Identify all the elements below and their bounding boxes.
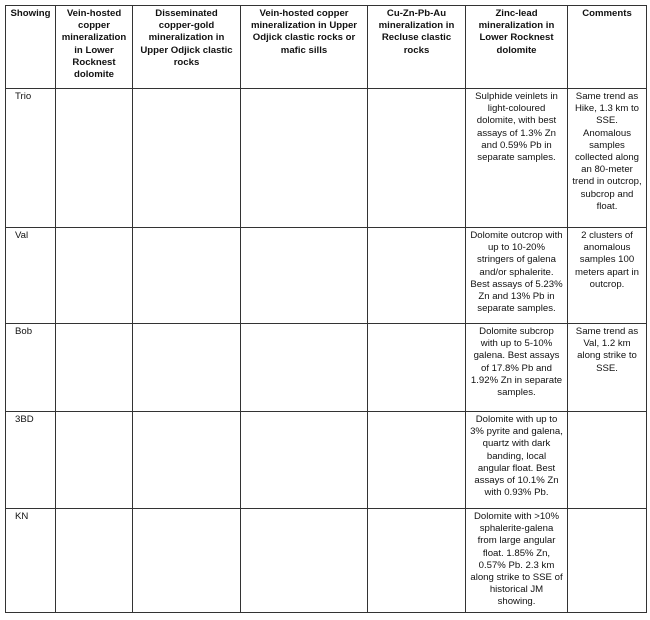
- comments-cell: [568, 509, 647, 613]
- showing-name-cell: Val: [6, 228, 56, 324]
- header-cu-zn-pb-au: Cu-Zn-Pb-Au mineralization in Recluse clastic rocks: [368, 6, 466, 89]
- empty-cell: [368, 228, 466, 324]
- empty-cell: [368, 509, 466, 613]
- table-row: [6, 89, 647, 228]
- table-row: [6, 412, 647, 509]
- zinc-lead-cell: Dolomite subcrop with up to 5-10% galena. Best assays of 17.8% Pb and 1.92% Zn in separate samples.: [466, 324, 568, 412]
- header-disseminated-copper-gold: Disseminated copper-gold mineralization in Upper Odjick clastic rocks: [133, 6, 241, 89]
- empty-cell: [133, 412, 241, 509]
- comments-cell: [568, 412, 647, 509]
- showing-name-cell: KN: [6, 509, 56, 613]
- empty-cell: [56, 89, 133, 228]
- header-vein-copper-rocknest: Vein-hosted copper mineralization in Lower Rocknest dolomite: [56, 6, 133, 89]
- zinc-lead-cell: Dolomite outcrop with up to 10-20% stringers of galena and/or sphalerite. Best assays of 5.23% Zn and 13% Pb in separate samples.: [466, 228, 568, 324]
- empty-cell: [56, 228, 133, 324]
- empty-cell: [368, 89, 466, 228]
- empty-cell: [56, 509, 133, 613]
- empty-cell: [241, 509, 368, 613]
- zinc-lead-cell: Dolomite with up to 3% pyrite and galena, quartz with dark banding, local angular float. Best assays of 10.1% Zn with 0.93% Pb.: [466, 412, 568, 509]
- showings-table: [5, 5, 647, 613]
- comments-cell: Same trend as Hike, 1.3 km to SSE. Anomalous samples collected along an 80-meter trend in outcrop, subcrop and float.: [568, 89, 647, 228]
- showing-name-cell: Trio: [6, 89, 56, 228]
- table-row: [6, 324, 647, 412]
- empty-cell: [133, 509, 241, 613]
- zinc-lead-cell: Sulphide veinlets in light-coloured dolomite, with best assays of 1.3% Zn and 0.59% Pb in separate samples.: [466, 89, 568, 228]
- showing-name-cell: Bob: [6, 324, 56, 412]
- comments-cell: 2 clusters of anomalous samples 100 meters apart in outcrop.: [568, 228, 647, 324]
- empty-cell: [133, 228, 241, 324]
- empty-cell: [241, 228, 368, 324]
- empty-cell: [241, 324, 368, 412]
- empty-cell: [133, 89, 241, 228]
- empty-cell: [368, 324, 466, 412]
- header-row: [6, 6, 647, 89]
- header-vein-copper-odjick: Vein-hosted copper mineralization in Upper Odjick clastic rocks or mafic sills: [241, 6, 368, 89]
- table-row: [6, 509, 647, 613]
- empty-cell: [368, 412, 466, 509]
- empty-cell: [56, 412, 133, 509]
- empty-cell: [133, 324, 241, 412]
- empty-cell: [241, 412, 368, 509]
- comments-cell: Same trend as Val, 1.2 km along strike to SSE.: [568, 324, 647, 412]
- empty-cell: [56, 324, 133, 412]
- table-row: [6, 228, 647, 324]
- header-showing: Showing: [6, 6, 56, 89]
- empty-cell: [241, 89, 368, 228]
- header-zinc-lead: Zinc-lead mineralization in Lower Rocknest dolomite: [466, 6, 568, 89]
- showing-name-cell: 3BD: [6, 412, 56, 509]
- header-comments: Comments: [568, 6, 647, 89]
- zinc-lead-cell: Dolomite with >10% sphalerite-galena from large angular float. 1.85% Zn, 0.57% Pb. 2.3 km along strike to SSE of historical JM showing.: [466, 509, 568, 613]
